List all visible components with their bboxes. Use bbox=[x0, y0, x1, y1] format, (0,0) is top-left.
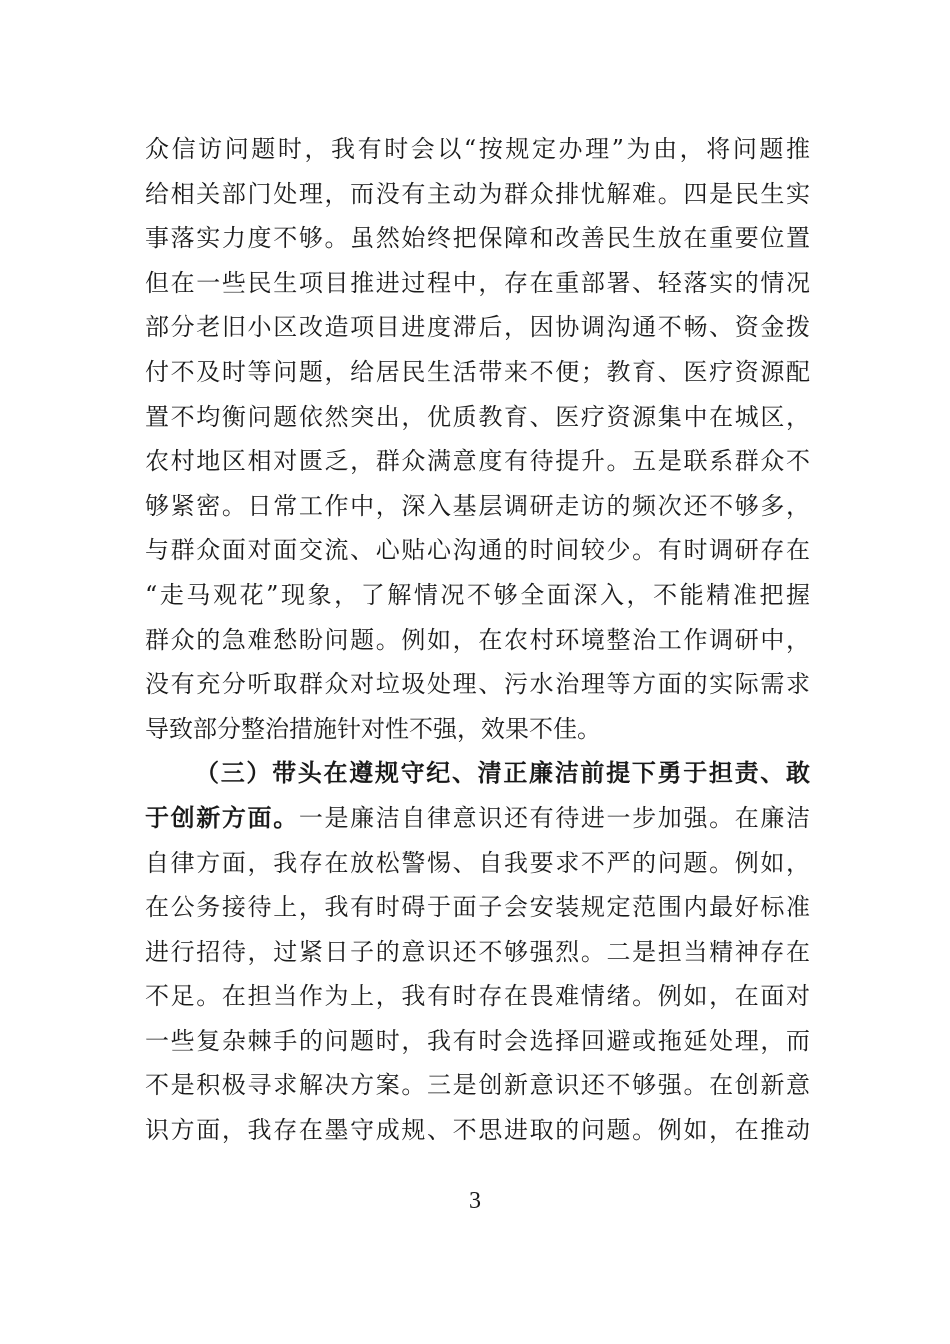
text-line: 给相关部门处理，而没有主动为群众排忧解难。四是民生实 bbox=[145, 179, 810, 208]
text-line: 导致部分整治措施针对性不强，效果不佳。 bbox=[145, 714, 601, 743]
section-heading-continuation bbox=[145, 796, 810, 841]
page-number: 3 bbox=[469, 1188, 481, 1214]
text-line: 置不均衡问题依然突出，优质教育、医疗资源集中在城区， bbox=[145, 402, 810, 431]
text-line: 不足。在担当作为上，我有时存在畏难情绪。例如，在面对 bbox=[145, 982, 810, 1011]
text-line: 进行招待，过紧日子的意识还不够强烈。二是担当精神存在 bbox=[145, 937, 810, 966]
text-line: 农村地区相对匮乏，群众满意度有待提升。五是联系群众不 bbox=[145, 447, 810, 476]
text-line: 识方面，我存在墨守成规、不思进取的问题。例如，在推动 bbox=[145, 1116, 810, 1145]
text-line: 付不及时等问题，给居民生活带来不便；教育、医疗资源配 bbox=[145, 357, 810, 386]
text-line: 不是积极寻求解决方案。三是创新意识还不够强。在创新意 bbox=[145, 1071, 810, 1100]
text-line: 一些复杂棘手的问题时，我有时会选择回避或拖延处理，而 bbox=[145, 1026, 810, 1055]
text-line: 在公务接待上，我有时碍于面子会安装规定范围内最好标准 bbox=[145, 893, 810, 922]
text-line: 部分老旧小区改造项目进度滞后，因协调沟通不畅、资金拨 bbox=[145, 313, 810, 342]
text-line: 没有充分听取群众对垃圾处理、污水治理等方面的实际需求 bbox=[145, 670, 810, 699]
section-heading-end: 于创新方面。 bbox=[145, 802, 299, 832]
text-line: 够紧密。日常工作中，深入基层调研走访的频次还不够多， bbox=[145, 491, 810, 520]
text-line: 自律方面，我存在放松警惕、自我要求不严的问题。例如， bbox=[145, 848, 810, 877]
section-heading: （三）带头在遵规守纪、清正廉洁前提下勇于担责、敢 bbox=[195, 758, 810, 788]
text-line: 群众的急难愁盼问题。例如，在农村环境整治工作调研中， bbox=[145, 625, 810, 654]
text-line: 但在一些民生项目推进过程中，存在重部署、轻落实的情况 bbox=[145, 268, 810, 297]
text-line: 众信访问题时，我有时会以“按规定办理”为由，将问题推 bbox=[145, 135, 810, 163]
text-line: 与群众面对面交流、心贴心沟通的时间较少。有时调研存在 bbox=[145, 536, 810, 565]
text-line-rest: 一是廉洁自律意识还有待进一步加强。在廉洁 bbox=[298, 803, 811, 832]
text-line: 事落实力度不够。虽然始终把保障和改善民生放在重要位置 bbox=[145, 224, 810, 253]
text-line: “走马观花”现象，了解情况不够全面深入，不能精准把握 bbox=[145, 580, 810, 609]
body-text bbox=[145, 127, 810, 1153]
